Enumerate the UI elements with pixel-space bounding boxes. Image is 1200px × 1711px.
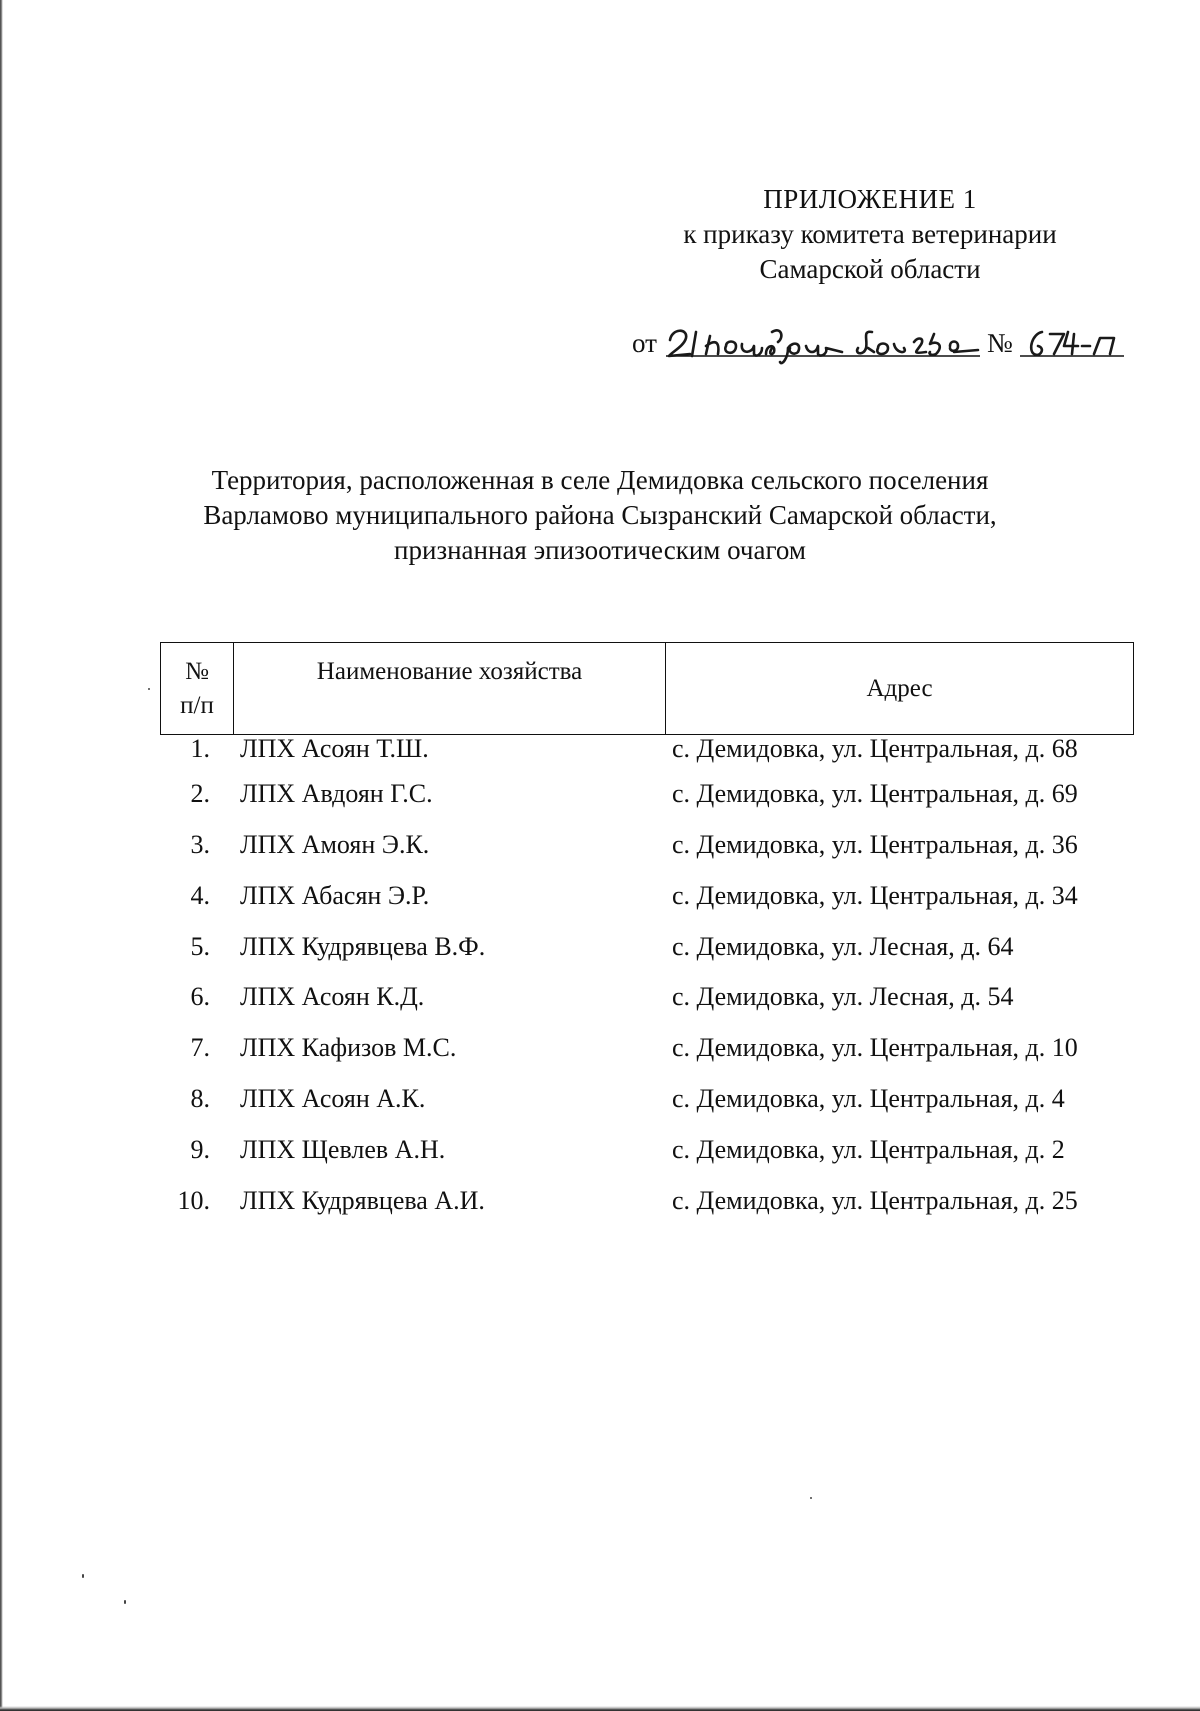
- row-number: 3.: [190, 830, 210, 859]
- appendix-header: [640, 182, 1100, 287]
- row-address: с. Демидовка, ул. Центральная, д. 68: [672, 734, 1078, 763]
- order-reference: [632, 318, 1132, 368]
- table-row: [0, 1084, 1200, 1124]
- row-number: 9.: [190, 1135, 210, 1164]
- row-address: с. Демидовка, ул. Центральная, д. 10: [672, 1033, 1078, 1062]
- table-row: [0, 881, 1200, 921]
- row-number: 2.: [190, 779, 210, 808]
- row-number: 4.: [190, 881, 210, 910]
- table-row: [0, 982, 1200, 1022]
- row-address: с. Демидовка, ул. Центральная, д. 69: [672, 779, 1078, 808]
- handwritten-number: [1031, 332, 1114, 355]
- header-num-symbol: №: [185, 657, 209, 685]
- row-number: 6.: [190, 982, 210, 1011]
- row-farm-name: ЛПХ Асоян Т.Ш.: [240, 734, 429, 763]
- appendix-region: Самарской области: [759, 254, 981, 284]
- row-number: 7.: [190, 1033, 210, 1062]
- row-address: с. Демидовка, ул. Центральная, д. 2: [672, 1135, 1065, 1164]
- row-farm-name: ЛПХ Авдоян Г.С.: [240, 779, 433, 808]
- row-address: с. Демидовка, ул. Центральная, д. 4: [672, 1084, 1065, 1113]
- handwritten-date: [669, 330, 978, 363]
- row-farm-name: ЛПХ Кудрявцева А.И.: [240, 1186, 485, 1215]
- scan-speck: [124, 1600, 126, 1604]
- row-address: с. Демидовка, ул. Центральная, д. 25: [672, 1186, 1078, 1215]
- scan-speck: [148, 688, 150, 690]
- title-line-3: признанная эпизоотическим очагом: [394, 535, 806, 565]
- scan-speck: [810, 1497, 812, 1499]
- table-row: [0, 779, 1200, 819]
- row-farm-name: ЛПХ Асоян К.Д.: [240, 982, 425, 1011]
- row-number: 8.: [190, 1084, 210, 1113]
- table-header: [160, 642, 1134, 735]
- row-address: с. Демидовка, ул. Лесная, д. 64: [672, 932, 1014, 961]
- handwritten-signature: [632, 318, 1132, 368]
- appendix-subtitle: к приказу комитета ветеринарии: [683, 219, 1057, 249]
- table-row: [0, 932, 1200, 972]
- row-farm-name: ЛПХ Щевлев А.Н.: [240, 1135, 446, 1164]
- table-row: [0, 1186, 1200, 1226]
- header-name-cell: Наименование хозяйства: [234, 643, 666, 735]
- title-line-1: Территория, расположенная в селе Демидовка сельского поселения: [211, 465, 989, 495]
- row-farm-name: ЛПХ Амоян Э.К.: [240, 830, 430, 859]
- order-from-label: от: [632, 328, 657, 358]
- scan-bottom-edge: [0, 1706, 1200, 1711]
- order-number-label: №: [987, 328, 1013, 358]
- table-row: [0, 734, 1200, 774]
- row-farm-name: ЛПХ Асоян А.К.: [240, 1084, 426, 1113]
- row-farm-name: ЛПХ Абасян Э.Р.: [240, 881, 430, 910]
- row-farm-name: ЛПХ Кафизов М.С.: [240, 1033, 457, 1062]
- row-address: с. Демидовка, ул. Лесная, д. 54: [672, 982, 1014, 1011]
- row-address: с. Демидовка, ул. Центральная, д. 36: [672, 830, 1078, 859]
- header-num-cell: [161, 643, 234, 735]
- header-num-abbrev: п/п: [180, 691, 214, 719]
- document-title: [100, 463, 1100, 568]
- row-farm-name: ЛПХ Кудрявцева В.Ф.: [240, 932, 486, 961]
- scan-speck: [82, 1574, 84, 1578]
- table-row: [0, 1135, 1200, 1175]
- table-row: [0, 1033, 1200, 1073]
- table-row: [0, 830, 1200, 870]
- header-address-cell: Адрес: [666, 643, 1134, 735]
- row-number: 1.: [190, 734, 210, 763]
- row-number: 5.: [190, 932, 210, 961]
- title-line-2: Варламово муниципального района Сызранский Самарской области,: [203, 500, 997, 530]
- row-number: 10.: [177, 1186, 210, 1215]
- appendix-title: ПРИЛОЖЕНИЕ 1: [763, 184, 977, 214]
- row-address: с. Демидовка, ул. Центральная, д. 34: [672, 881, 1078, 910]
